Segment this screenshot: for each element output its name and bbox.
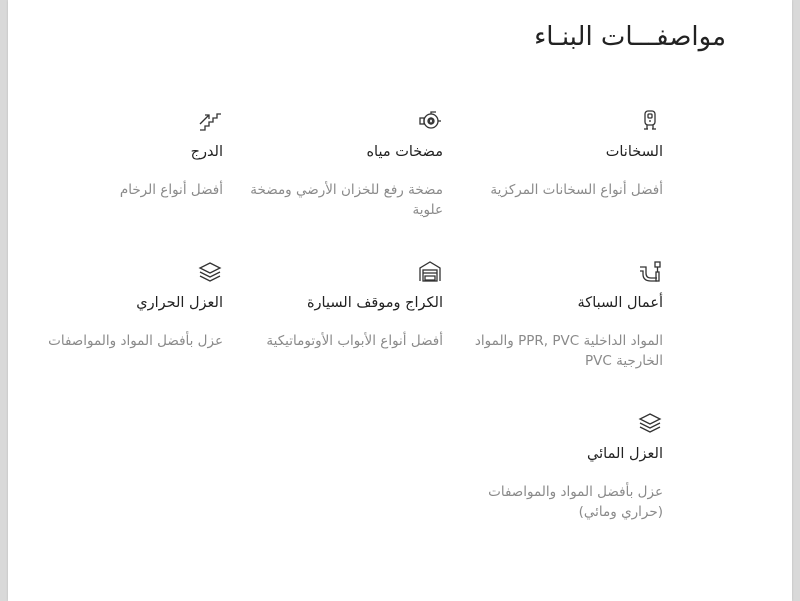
- feature-water-heaters: [443, 108, 663, 258]
- specs-page: [8, 0, 792, 601]
- stairs-icon: [197, 108, 223, 134]
- water-pump-icon: [417, 108, 443, 134]
- feature-title: أعمال السباكة: [577, 295, 663, 311]
- feature-description: أفضل أنواع السخانات المركزية: [490, 182, 663, 198]
- feature-description: مضخة رفع للخزان الأرضي ومضخة علوية: [250, 182, 443, 218]
- feature-title: مضخات مياه: [366, 144, 443, 160]
- garage-icon: [417, 259, 443, 285]
- layers-icon: [197, 259, 223, 285]
- feature-plumbing: [443, 259, 663, 409]
- water-heater-icon: [637, 108, 663, 134]
- feature-description: أفضل أنواع الأبواب الأوتوماتيكية: [266, 333, 443, 349]
- feature-title: الدرج: [190, 144, 223, 160]
- feature-title: العزل المائي: [587, 446, 663, 462]
- feature-thermal-insulation: [3, 259, 223, 409]
- feature-water-pumps: [223, 108, 443, 258]
- feature-stairs: [3, 108, 223, 258]
- feature-description: المواد الداخلية PPR, PVC والمواد الخارجية PVC: [474, 333, 663, 369]
- feature-description: عزل بأفضل المواد والمواصفات (حراري ومائي): [488, 484, 663, 520]
- feature-water-insulation: [443, 410, 663, 560]
- feature-title: الكراج وموقف السيارة: [306, 295, 443, 311]
- page-title: مواصفـــات البنـاء: [534, 22, 726, 52]
- feature-description: أفضل أنواع الرخام: [119, 182, 223, 198]
- layers-icon: [637, 410, 663, 436]
- plumbing-icon: [637, 259, 663, 285]
- feature-garage: [223, 259, 443, 409]
- feature-title: السخانات: [605, 144, 663, 160]
- feature-title: العزل الحراري: [136, 295, 223, 311]
- feature-description: عزل بأفضل المواد والمواصفات: [48, 333, 223, 349]
